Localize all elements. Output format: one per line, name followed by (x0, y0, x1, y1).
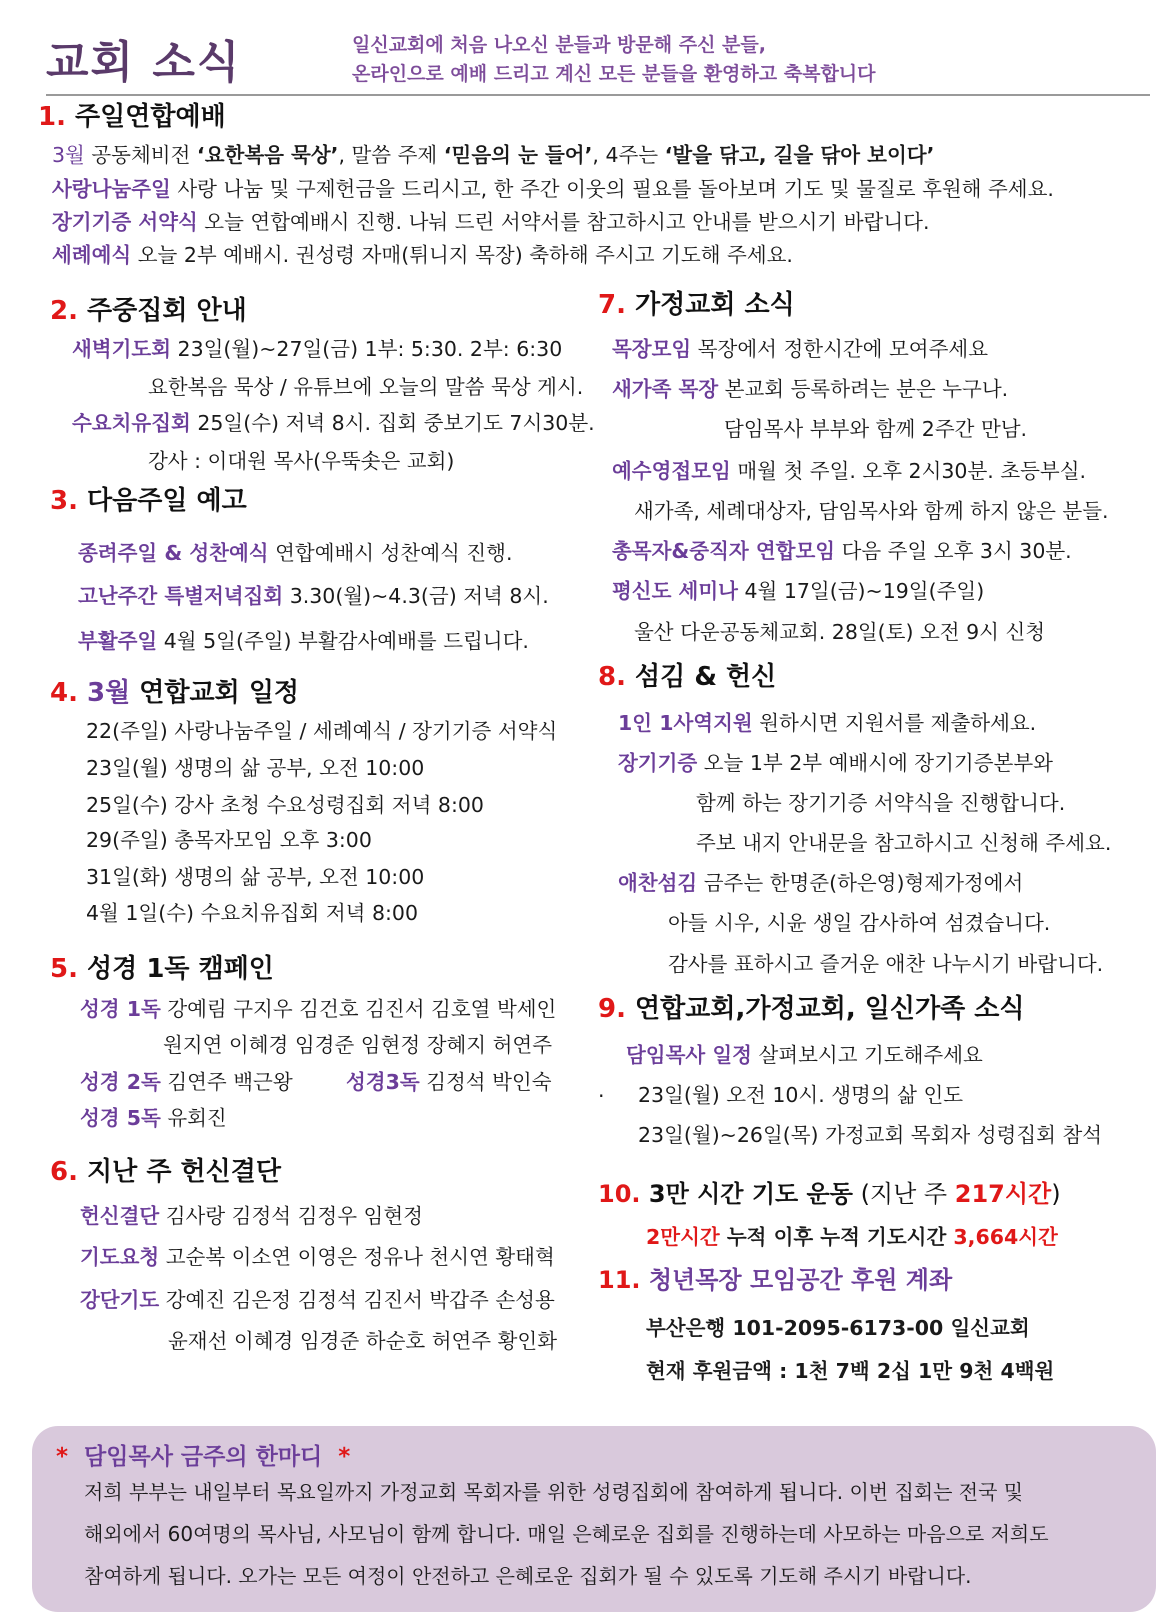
section-7-heading: 7. 가정교회 소식 (598, 290, 795, 320)
s2-line-wednesday: 수요치유집회 25일(수) 저녁 8시. 집회 중보기도 7시30분. (72, 411, 595, 435)
s5-line-1-read: 성경 1독 강예림 구지우 김건호 김진서 김호열 박세인 (80, 997, 557, 1021)
section-1-heading (38, 96, 226, 133)
s8-line-meal-cont-2: 감사를 표하시고 즐거운 애찬 나누시기 바랍니다. (668, 952, 1104, 976)
pastor-message-line-2: 해외에서 60여명의 목사님, 사모님이 함께 합니다. 매일 은혜로운 집회를 진행하는데 사모하는 마음으로 저희도 (84, 1522, 1049, 1546)
s3-line-easter: 부활주일 4월 5일(주일) 부활감사예배를 드립니다. (78, 629, 529, 653)
section-11-heading: 11. 청년목장 모임공간 후원 계좌 (598, 1266, 953, 1294)
s9-line-schedule-1: 23일(월) 오전 10시. 생명의 삶 인도 (638, 1083, 964, 1107)
s3-line-palm-sunday: 종려주일 & 성찬예식 연합예배시 성찬예식 진행. (78, 541, 513, 565)
s1-line-baptism: 세례예식 오늘 2부 예배시. 권성령 자매(튀니지 목장) 축하해 주시고 기도해 주세요. (52, 243, 793, 267)
section-8-heading: 8. 섬김 & 헌신 (598, 662, 777, 692)
s8-line-ministry: 1인 1사역지원 원하시면 지원서를 제출하세요. (618, 711, 1037, 735)
s9-bullet-dot: . (598, 1078, 605, 1102)
s7-line-jesus-meeting-cont: 새가족, 세례대상자, 담임목사와 함께 하지 않은 분들. (634, 499, 1109, 523)
section-9-heading: 9. 연합교회,가정교회, 일신가족 소식 (598, 994, 1025, 1024)
s7-line-seminar-cont: 울산 다운공동체교회. 28일(토) 오전 9시 신청 (634, 620, 1046, 644)
s5-line-1-read-cont: 원지연 이혜경 임경준 임현정 장혜지 허연주 (163, 1033, 553, 1057)
s1-line-vision: 3월 공동체비전 ‘요한복음 묵상’, 말씀 주제 ‘믿음의 눈 들어’, 4주는 ‘발을 닦고, 길을 닦아 보이다’ (52, 143, 935, 167)
s2-line-dawn-prayer: 새벽기도회 23일(월)~27일(금) 1부: 5:30. 2부: 6:30 (72, 337, 563, 361)
s8-line-meal-cont-1: 아들 시우, 시윤 생일 감사하여 섬겼습니다. (668, 911, 1051, 935)
schedule-item: 31일(화) 생명의 삶 공부, 오전 10:00 (86, 865, 425, 889)
schedule-item: 4월 1일(수) 수요치유집회 저녁 8:00 (86, 901, 419, 925)
section-number: 1. (38, 102, 66, 132)
s11-line-bank-account: 부산은행 101-2095-6173-00 일신교회 (646, 1316, 1030, 1340)
welcome-line-1: 일신교회에 처음 나오신 분들과 방문해 주신 분들, (352, 34, 766, 56)
pastor-message-line-3: 참여하게 됩니다. 오가는 모든 여정이 안전하고 은혜로운 집회가 될 수 있도록 기도해 주시기 바랍니다. (84, 1564, 972, 1588)
s6-line-altar-prayer: 강단기도 강예진 김은정 김정석 김진서 박갑주 손성용 (80, 1288, 555, 1312)
s5-line-2-read: 성경 2독 김연주 백근왕 (80, 1070, 293, 1094)
s8-line-fellowship-meal: 애찬섬김 금주는 한명준(하은영)형제가정에서 (618, 871, 1024, 895)
s5-line-3-read: 성경3독 김정석 박인숙 (346, 1070, 552, 1094)
section-6-heading: 6. 지난 주 헌신결단 (50, 1157, 281, 1187)
s6-line-prayer-request: 기도요청 고순복 이소연 이영은 정유나 천시연 황태혁 (80, 1245, 555, 1269)
schedule-item: 25일(수) 강사 초청 수요성령집회 저녁 8:00 (86, 793, 484, 817)
s9-line-pastor-schedule: 담임목사 일정 살펴보시고 기도해주세요 (626, 1043, 983, 1067)
s7-line-jesus-meeting: 예수영접모임 매월 첫 주일. 오후 2시30분. 초등부실. (612, 459, 1087, 483)
s9-line-schedule-2: 23일(월)~26일(목) 가정교회 목회자 성령집회 참석 (638, 1123, 1103, 1147)
s5-line-5-read: 성경 5독 유회진 (80, 1106, 227, 1130)
s8-line-organ-donation: 장기기증 오늘 1부 2부 예배시에 장기기증본부와 (618, 751, 1053, 775)
s7-line-new-family: 새가족 목장 본교회 등록하려는 분은 누구나. (612, 377, 1009, 401)
s1-line-organ-donation: 장기기증 서약식 오늘 연합예배시 진행. 나눠 드린 서약서를 참고하시고 안내를 받으시기 바랍니다. (52, 210, 930, 234)
section-3-heading: 3. 다음주일 예고 (50, 486, 247, 516)
section-10-heading: 10. 3만 시간 기도 운동 (지난 주 217시간) (598, 1180, 1061, 1208)
schedule-item: 22(주일) 사랑나눔주일 / 세례예식 / 장기기증 서약식 (86, 719, 558, 743)
s2-line-meditation: 요한복음 묵상 / 유튜브에 오늘의 말씀 묵상 게시. (148, 375, 584, 399)
s8-line-organ-cont-2: 주보 내지 안내문을 참고하시고 신청해 주세요. (696, 831, 1112, 855)
s7-line-cell-meeting: 목장모임 목장에서 정한시간에 모여주세요 (612, 337, 989, 361)
s1-line-love-sunday: 사랑나눔주일 사랑 나눔 및 구제헌금을 드리시고, 한 주간 이웃의 필요를 돌아보며 기도 및 물질로 후원해 주세요. (52, 177, 1054, 201)
pastor-message-line-1: 저희 부부는 내일부터 목요일까지 가정교회 목회자를 위한 성령집회에 참여하게 됩니다. 이번 집회는 전국 및 (84, 1480, 1024, 1504)
s11-line-donation-amount: 현재 후원금액 : 1천 7백 2십 1만 9천 4백원 (646, 1359, 1055, 1383)
section-title: 주일연합예배 (75, 102, 226, 132)
s3-line-passion-week: 고난주간 특별저녁집회 3.30(월)~4.3(금) 저녁 8시. (78, 584, 549, 608)
section-4-heading: 4. 3월 연합교회 일정 (50, 678, 300, 708)
page-title: 교회 소식 (46, 37, 242, 88)
schedule-item: 29(주일) 총목자모임 오후 3:00 (86, 828, 372, 852)
s7-line-seminar: 평신도 세미나 4월 17일(금)~19일(주일) (612, 579, 985, 603)
schedule-item: 23일(월) 생명의 삶 공부, 오전 10:00 (86, 756, 425, 780)
s8-line-organ-cont-1: 함께 하는 장기기증 서약식을 진행합니다. (696, 791, 1066, 815)
s7-line-new-family-cont: 담임목사 부부와 함께 2주간 만남. (724, 417, 1028, 441)
s2-line-speaker: 강사 : 이대원 목사(우뚝솟은 교회) (148, 449, 455, 473)
welcome-line-2: 온라인으로 예배 드리고 계신 모든 분들을 환영하고 축복합니다 (352, 63, 876, 85)
s10-line-accumulated: 2만시간 누적 이후 누적 기도시간 3,664시간 (646, 1225, 1058, 1249)
s6-line-altar-prayer-cont: 윤재선 이혜경 임경준 하순호 허연주 황인화 (168, 1329, 558, 1353)
section-2-heading: 2. 주중집회 안내 (50, 296, 247, 326)
pastor-message-title: * 담임목사 금주의 한마디 * (56, 1444, 351, 1470)
section-5-heading: 5. 성경 1독 캠페인 (50, 954, 274, 984)
s7-line-leaders: 총목자&중직자 연합모임 다음 주일 오후 3시 30분. (612, 539, 1072, 563)
s6-line-commitment: 헌신결단 김사랑 김정석 김정우 임현정 (80, 1204, 423, 1228)
